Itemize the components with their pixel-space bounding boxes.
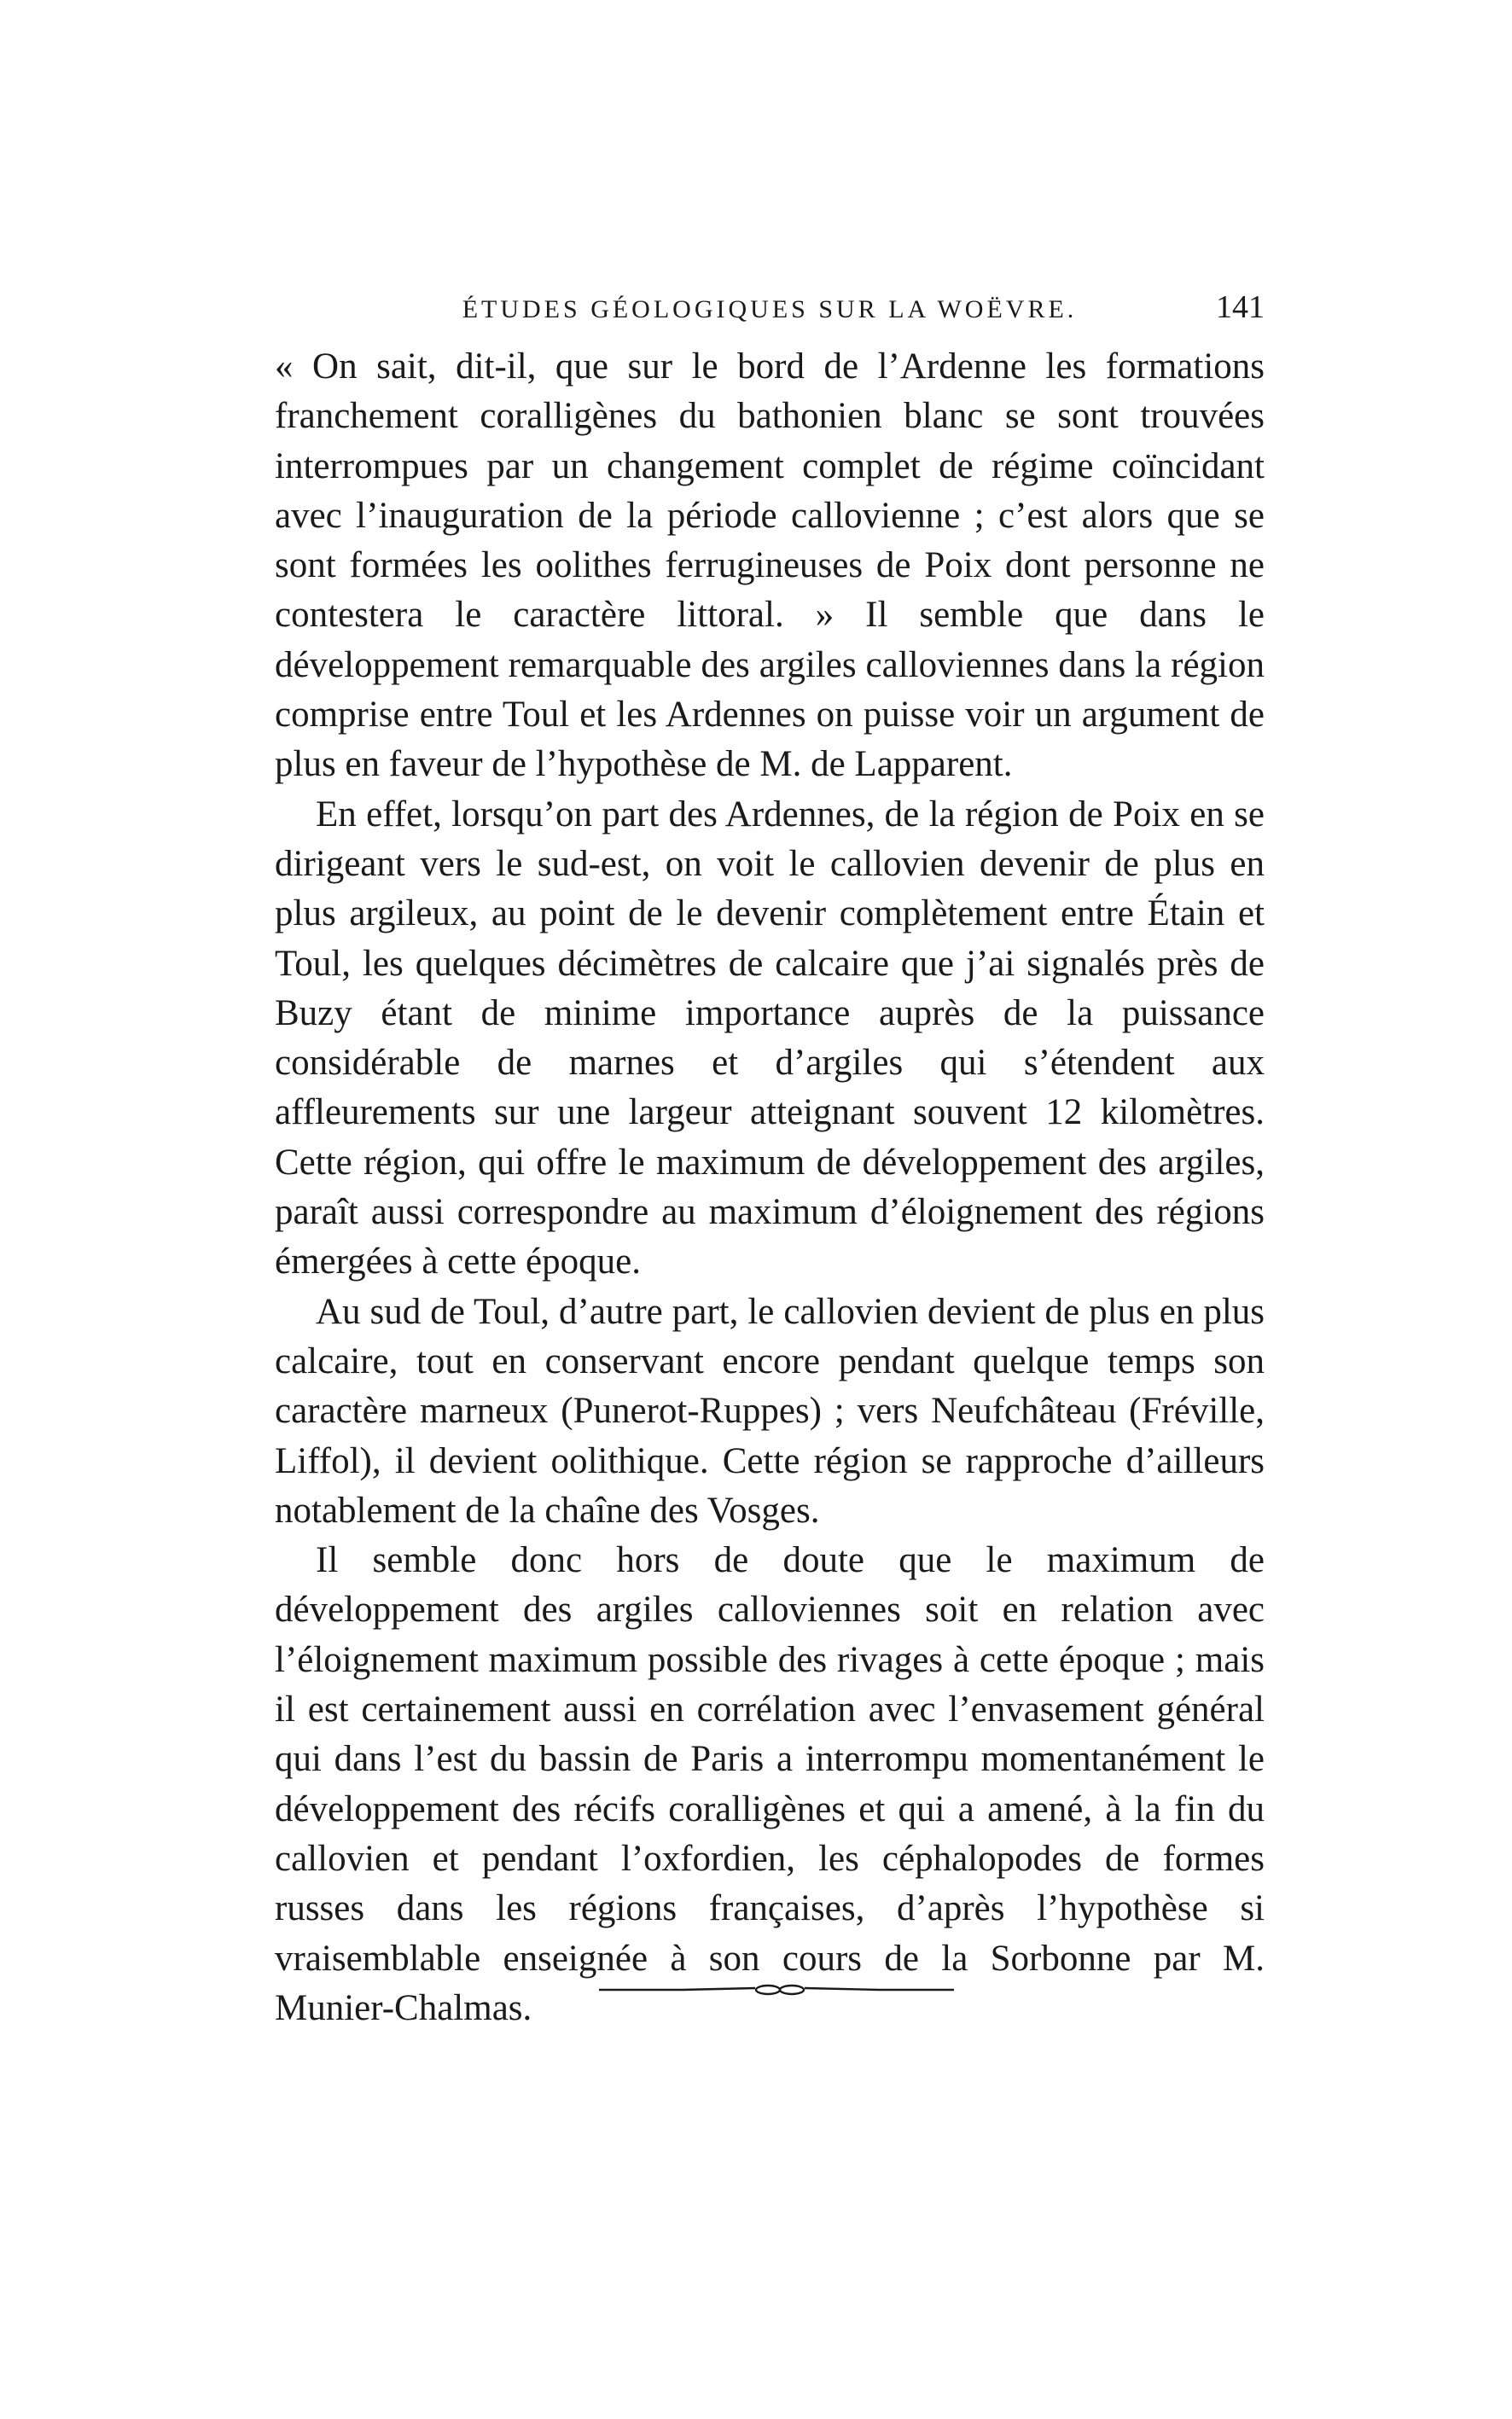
ornament-center-loop-left [756, 1986, 780, 1994]
paragraph-4: Il semble donc hors de doute que le maximum de développement des argiles calloviennes soit en relation avec l’éloignement maximum possible des rivages à cette époque ; mais il est certainement aussi en corrélation avec l’envasement général qui dans l’est du bassin de Paris a interrompu momentanément le développement des récifs coralligènes et qui a amené, à la fin du callovien et pendant l’oxfordien, les céphalopodes de formes russes dans les régions françaises, d’après l’hypothèse si vraisemblable enseignée à son cours de la Sorbonne par M. Munier-Chalmas. [275, 1540, 1265, 2028]
text-body [275, 342, 1265, 2033]
running-title: ÉTUDES GÉOLOGIQUES SUR LA WOËVRE. [462, 295, 1078, 323]
ornament-right-rule [805, 1988, 954, 1990]
paragraph-2: En effet, lorsqu’on part des Ardennes, de la région de Poix en se dirigeant vers le sud-est, on voit le callovien devenir de plus en plus argileux, au point de le devenir complètement entre Étain et Toul, les quelques décimètres de calcaire que j’ai signalés près de Buzy étant de minime importance auprès de la puissance considérable de marnes et d’argiles qui s’étendent aux affleurements sur une largeur atteignant souvent 12 kilomètres. Cette région, qui offre le maximum de développement des argiles, paraît aussi correspondre au maximum d’éloignement des régions émergées à cette époque. [275, 794, 1265, 1282]
ornament-center-loop-right [780, 1986, 804, 1994]
page-header [275, 288, 1265, 336]
paragraph-3: Au sud de Toul, d’autre part, le callovien devient de plus en plus calcaire, tout en conservant encore pendant quelque temps son caractère marneux (Punerot-Ruppes) ; vers Neufchâteau (Fréville, Liffol), il devient oolithique. Cette région se rapproche d’ailleurs notablement de la chaîne des Vosges. [275, 1291, 1265, 1531]
page-number: 141 [1216, 289, 1265, 325]
paragraph-1: « On sait, dit-il, que sur le bord de l’Ardenne les formations franchement coralligènes du bathonien blanc se sont trouvées interrompues par un changement complet de régime coïncidant avec l’inauguration de la période callovienne ; c’est alors que se sont formées les oolithes ferrugineuses de Poix dont personne ne contestera le caractère littoral. » Il semble que dans le développement remarquable des argiles calloviennes dans la région comprise entre Toul et les Ardennes on puisse voir un argument de plus en faveur de l’hypothèse de M. de Lapparent. [275, 346, 1265, 785]
ornament-left-rule [599, 1988, 755, 1990]
end-ornament-icon [597, 1981, 956, 1998]
